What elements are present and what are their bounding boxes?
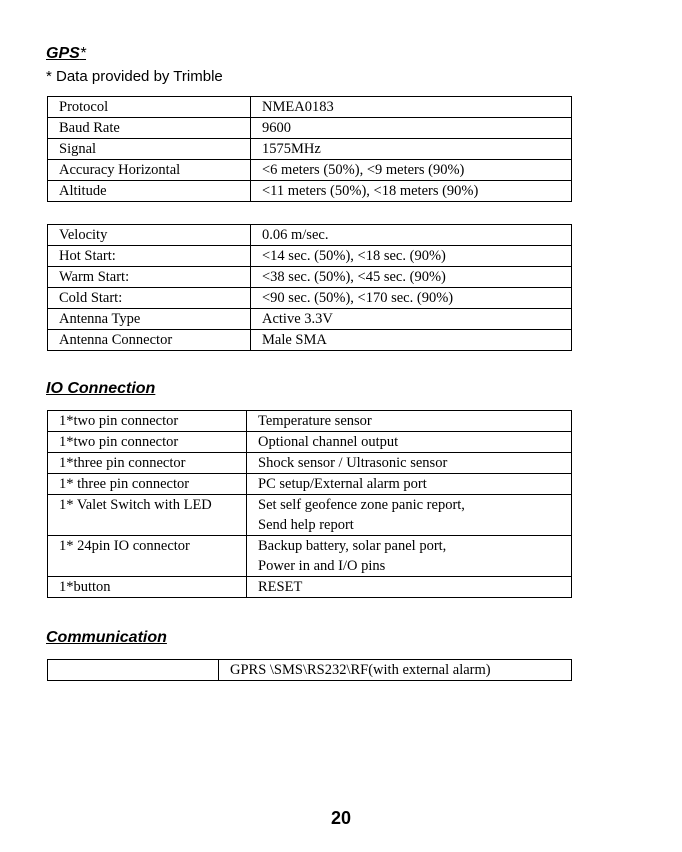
row-value: <11 meters (50%), <18 meters (90%) <box>251 181 572 202</box>
row-label: Antenna Type <box>48 309 251 330</box>
row-value: NMEA0183 <box>251 97 572 118</box>
table-row <box>48 411 572 432</box>
table-row <box>48 309 572 330</box>
row-value-line: Backup battery, solar panel port, <box>258 538 447 554</box>
row-label: Accuracy Horizontal <box>48 160 251 181</box>
table-row <box>48 432 572 453</box>
io-connection-table <box>47 410 572 598</box>
row-value: Active 3.3V <box>251 309 572 330</box>
row-value-line: Send help report <box>258 517 354 533</box>
row-value <box>247 495 572 536</box>
table-row <box>48 225 572 246</box>
page-number: 20 <box>330 808 352 828</box>
row-value: <90 sec. (50%), <170 sec. (90%) <box>251 288 572 309</box>
row-label <box>48 660 219 681</box>
row-value: 9600 <box>251 118 572 139</box>
communication-heading: Communication <box>46 629 167 646</box>
row-value: Male SMA <box>251 330 572 351</box>
row-label: Signal <box>48 139 251 160</box>
table-row <box>48 330 572 351</box>
table-row <box>48 577 572 598</box>
gps-heading-asterisk: * <box>79 45 87 62</box>
row-value: Optional channel output <box>247 432 572 453</box>
row-label: 1*two pin connector <box>48 411 247 432</box>
gps-heading-text: GPS <box>46 45 80 62</box>
row-label: Warm Start: <box>48 267 251 288</box>
communication-table <box>47 659 572 681</box>
row-label: Cold Start: <box>48 288 251 309</box>
row-value: Temperature sensor <box>247 411 572 432</box>
row-value: <14 sec. (50%), <18 sec. (90%) <box>251 246 572 267</box>
row-label: Altitude <box>48 181 251 202</box>
table-row <box>48 246 572 267</box>
row-value: <38 sec. (50%), <45 sec. (90%) <box>251 267 572 288</box>
table-row <box>48 495 572 536</box>
row-value: PC setup/External alarm port <box>247 474 572 495</box>
row-label: 1* 24pin IO connector <box>48 536 247 577</box>
table-row <box>48 181 572 202</box>
table-row <box>48 139 572 160</box>
row-value: RESET <box>247 577 572 598</box>
table-row <box>48 118 572 139</box>
table-row <box>48 453 572 474</box>
row-label: Antenna Connector <box>48 330 251 351</box>
row-label: 1* three pin connector <box>48 474 247 495</box>
row-label: Velocity <box>48 225 251 246</box>
table-row <box>48 160 572 181</box>
row-label: 1*two pin connector <box>48 432 247 453</box>
row-label: 1*button <box>48 577 247 598</box>
row-label: 1*three pin connector <box>48 453 247 474</box>
row-value: Shock sensor / Ultrasonic sensor <box>247 453 572 474</box>
row-value <box>247 536 572 577</box>
gps-spec-table <box>47 96 572 202</box>
row-label: Baud Rate <box>48 118 251 139</box>
row-label: Hot Start: <box>48 246 251 267</box>
row-value: 0.06 m/sec. <box>251 225 572 246</box>
gps-heading <box>46 45 86 63</box>
table-row <box>48 97 572 118</box>
table-row <box>48 474 572 495</box>
table-row <box>48 267 572 288</box>
table-row <box>48 288 572 309</box>
row-label: 1* Valet Switch with LED <box>48 495 247 536</box>
row-value-line: Power in and I/O pins <box>258 558 386 574</box>
gps-timing-table <box>47 224 572 351</box>
row-value: 1575MHz <box>251 139 572 160</box>
row-value: <6 meters (50%), <9 meters (90%) <box>251 160 572 181</box>
gps-source-note: * Data provided by Trimble <box>46 68 223 85</box>
row-value: GPRS \SMS\RS232\RF(with external alarm) <box>219 660 572 681</box>
row-value-line: Set self geofence zone panic report, <box>258 497 465 513</box>
io-connection-heading: IO Connection <box>46 380 156 397</box>
table-row <box>48 536 572 577</box>
table-row <box>48 660 572 681</box>
row-label: Protocol <box>48 97 251 118</box>
